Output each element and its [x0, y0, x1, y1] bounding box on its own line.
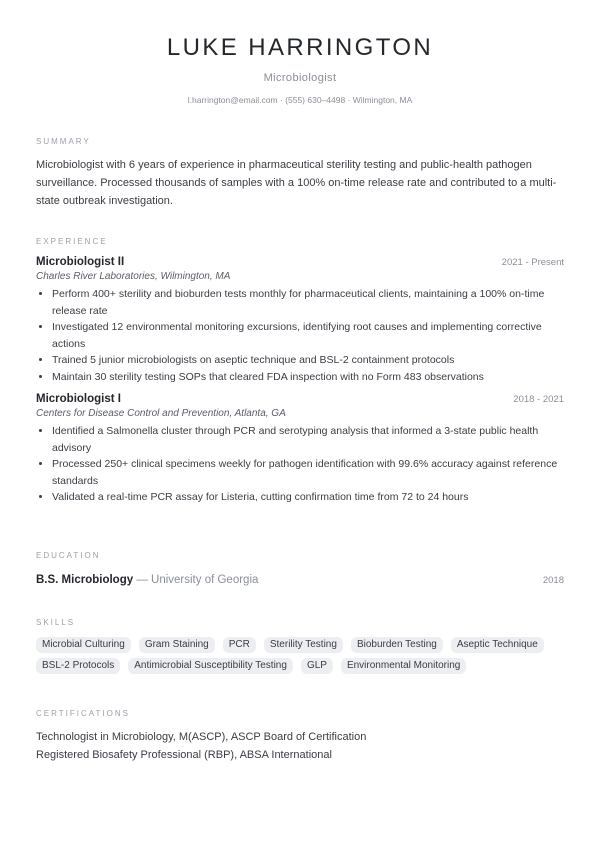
certifications-section [36, 709, 564, 764]
graduation-year: 2018 [542, 575, 564, 586]
bullet-item: • Maintain 30 sterility testing SOPs that cleared FDA inspection with no Form 483 observations [52, 369, 564, 386]
section-heading: SKILLS [36, 618, 76, 627]
bullet-item: • Investigated 12 environmental monitoring excursions, identifying root causes and implementing corrective actions [52, 319, 564, 352]
education-entry [36, 570, 564, 588]
job-organization: Centers for Disease Control and Prevention, Atlanta, GA [36, 408, 286, 419]
skill-chip: Gram Staining [139, 637, 215, 653]
candidate-name: LUKE HARRINGTON [166, 34, 434, 61]
job-dates: 2018 - 2021 [513, 394, 564, 405]
bullet-item: • Perform 400+ sterility and bioburden tests monthly for pharmaceutical clients, maintaining a 100% on-time release rate [52, 286, 564, 319]
summary-text: Microbiologist with 6 years of experience in pharmaceutical sterility testing and public-health pathogen surveillance. Processed thousands of samples with a 100% on-time release rate and contributed to a multi-state outbreak investigation. [36, 159, 557, 207]
school: — University of Georgia [133, 574, 259, 586]
candidate-title: Microbiologist [263, 72, 337, 84]
certification-item: Technologist in Microbiology, M(ASCP), ASCP Board of Certification [36, 731, 367, 743]
bullet-item: • Trained 5 junior microbiologists on aseptic technique and BSL-2 containment protocols [52, 352, 564, 369]
job-bullets [36, 286, 564, 385]
bullet-item: • Processed 250+ clinical specimens weekly for pathogen identification with 99.6% accuracy against reference standards [52, 456, 564, 489]
job-organization: Charles River Laboratories, Wilmington, MA [36, 271, 231, 282]
bullet-item: • Identified a Salmonella cluster through PCR and serotyping analysis that informed a 3-state public health advisory [52, 423, 564, 456]
experience-section [36, 237, 564, 514]
skill-chip: Antimicrobial Susceptibility Testing [128, 658, 293, 674]
skill-chip: PCR [223, 637, 256, 653]
job-dates: 2021 - Present [501, 257, 564, 268]
skill-chip: Environmental Monitoring [341, 658, 466, 674]
skill-chip: Sterility Testing [264, 637, 343, 653]
job-entry [36, 393, 564, 506]
job-title: Microbiologist II [36, 256, 125, 268]
skill-chip: Aseptic Technique [451, 637, 544, 653]
certification-item: Registered Biosafety Professional (RBP), ABSA International [36, 749, 332, 761]
job-title: Microbiologist I [36, 393, 121, 405]
resume-header [0, 0, 600, 105]
education-section [36, 551, 564, 588]
section-heading: EDUCATION [36, 551, 101, 560]
skills-section [36, 618, 564, 679]
bullet-item: • Validated a real-time PCR assay for Listeria, cutting confirmation time from 72 to 24 hours [52, 489, 564, 506]
section-heading: SUMMARY [36, 137, 91, 146]
skill-chip: Microbial Culturing [36, 637, 131, 653]
skill-chip: BSL-2 Protocols [36, 658, 120, 674]
job-bullets [36, 423, 564, 506]
job-entry [36, 256, 564, 385]
contact-info: l.harrington@email.com · (555) 630–4498 · Wilmington, MA [187, 95, 413, 105]
section-heading: CERTIFICATIONS [36, 709, 130, 718]
degree: B.S. Microbiology [36, 574, 134, 586]
section-heading: EXPERIENCE [36, 237, 108, 246]
skills-list [36, 637, 556, 679]
skill-chip: Bioburden Testing [351, 637, 443, 653]
summary-section [36, 137, 564, 210]
skill-chip: GLP [301, 658, 333, 674]
